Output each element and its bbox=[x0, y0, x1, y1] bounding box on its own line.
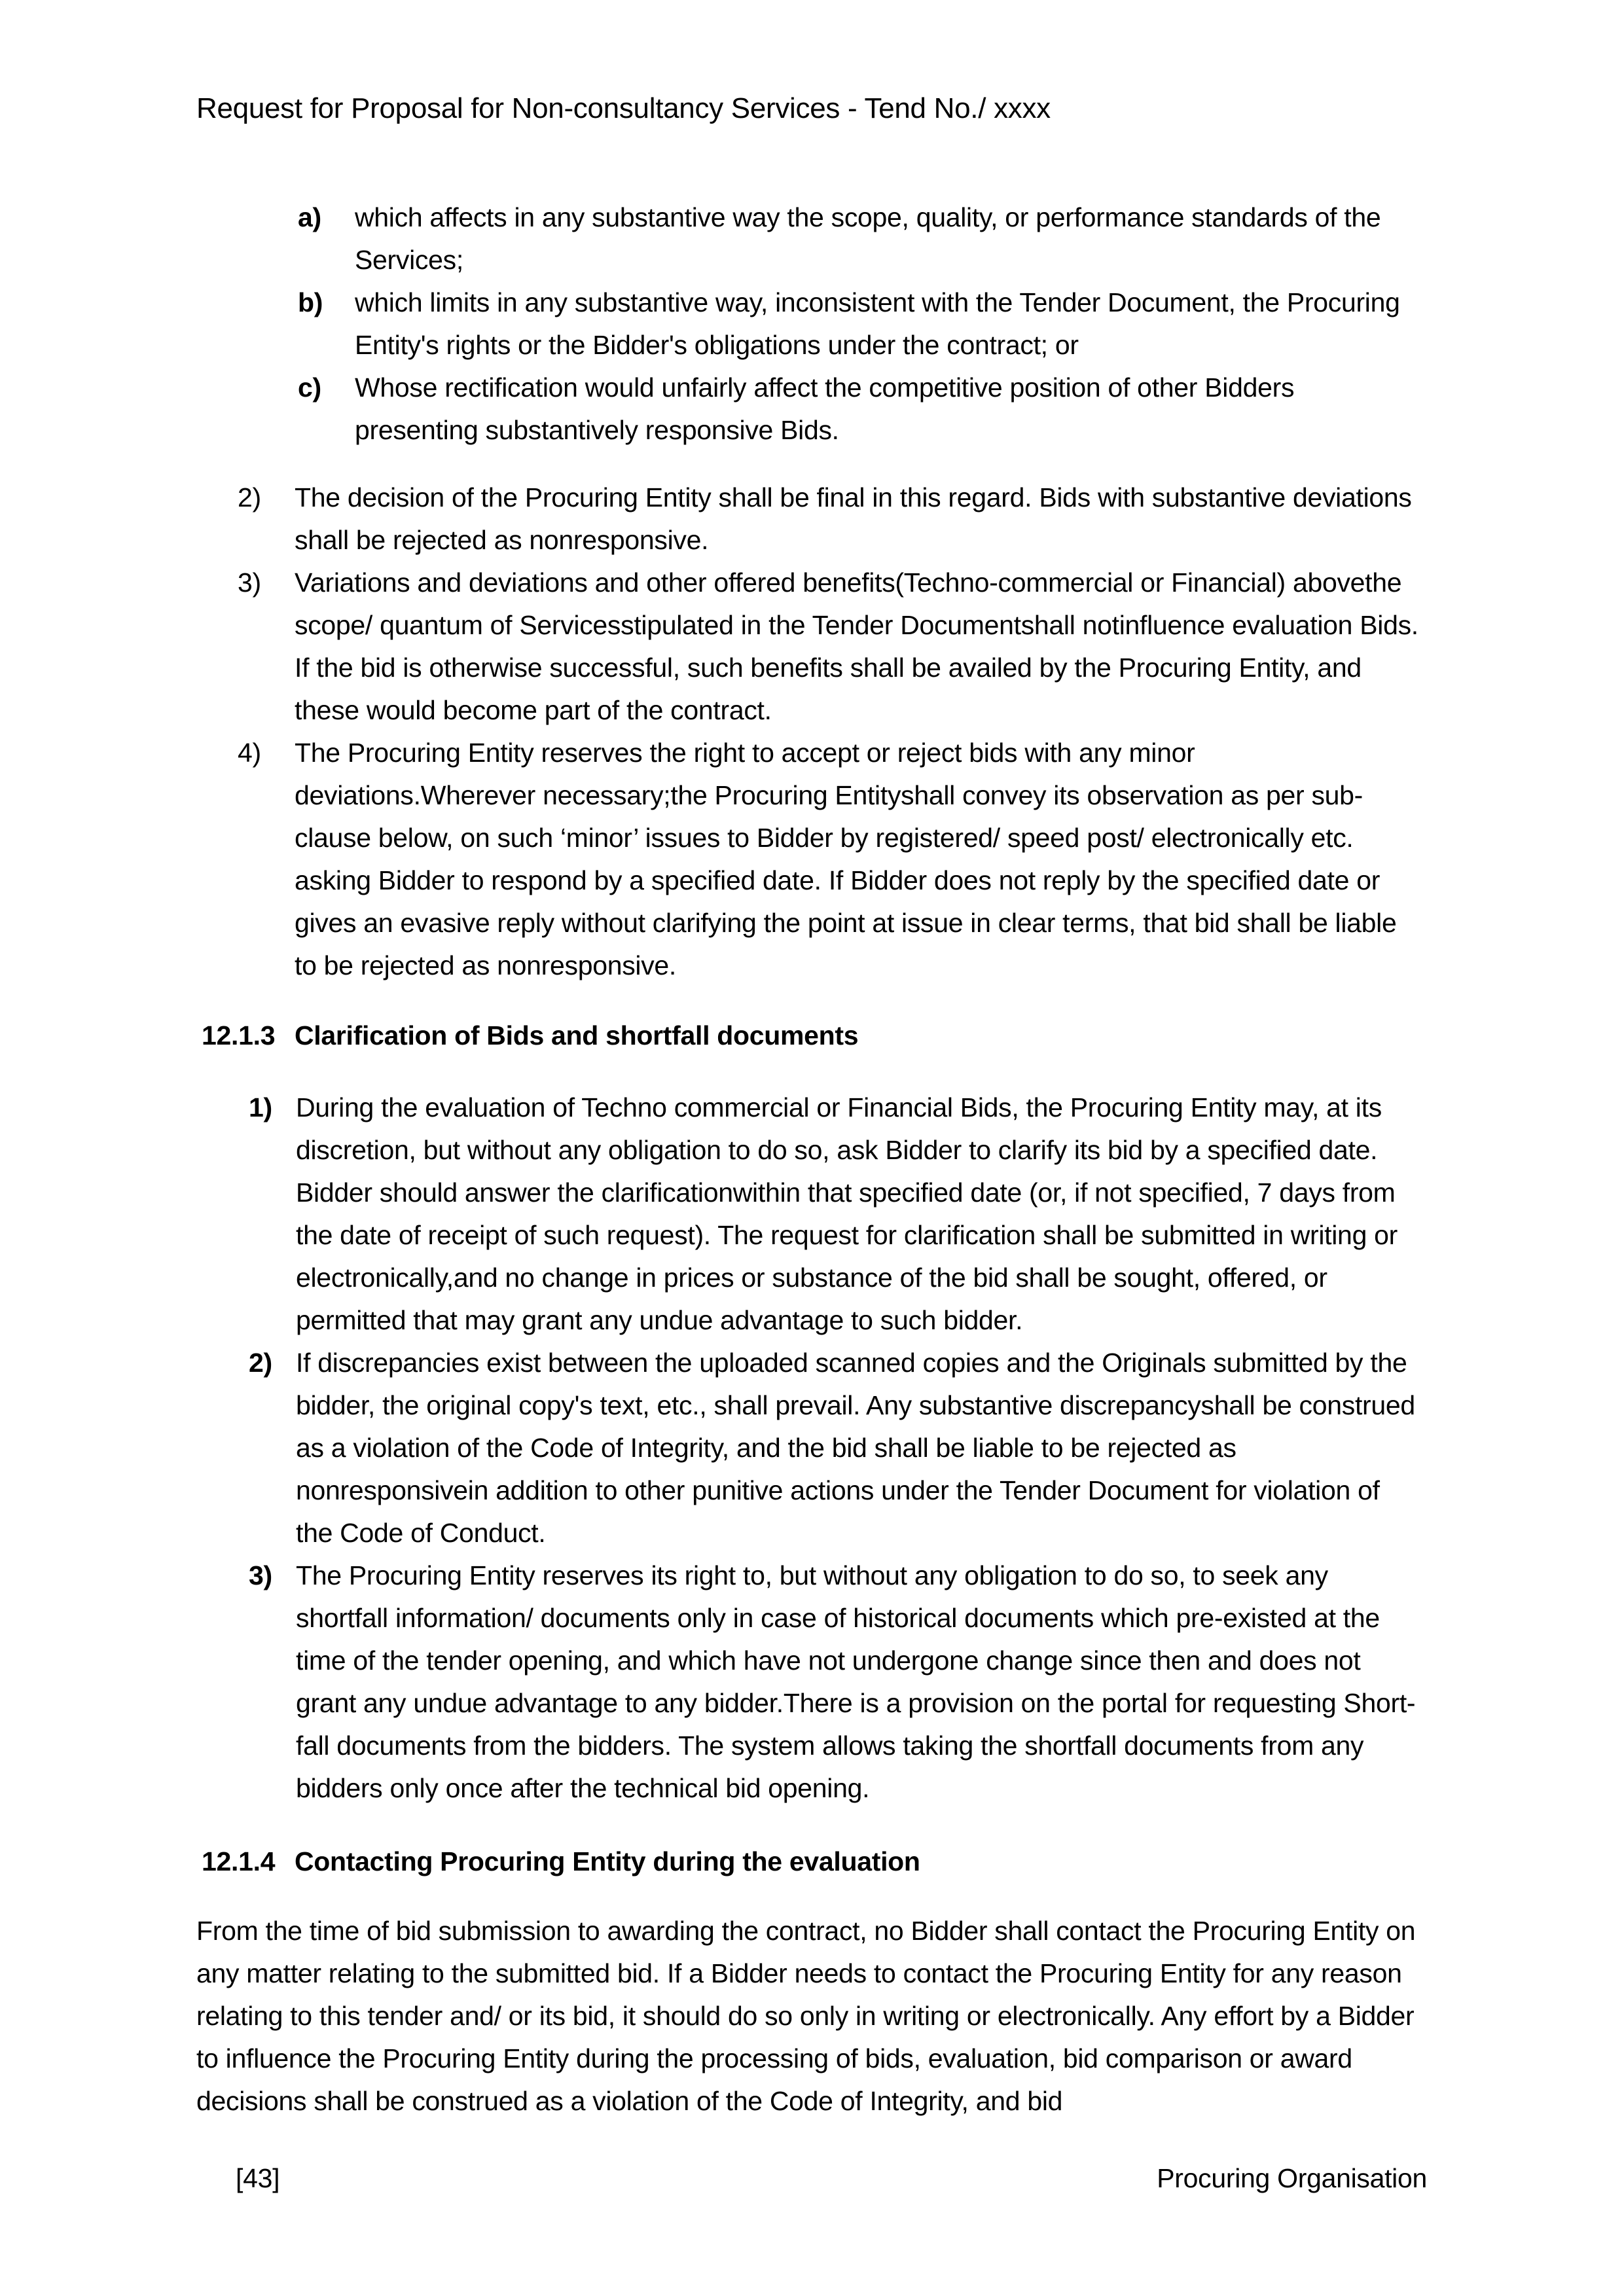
list-item-text: Variations and deviations and other offered benefits(Techno-commercial or Financial) abovethe scope/ quantum of Servicesstipulated in the Tender Documentshall notinfluence evaluation Bids. If the bid is otherwise successful, such benefits shall be availed by the Procuring Entity, and these would become part of the contract. bbox=[295, 567, 1418, 725]
list-item bbox=[249, 1086, 1420, 1342]
list-item-text: The Procuring Entity reserves the right to accept or reject bids with any minor deviations.Wherever necessary;the Procuring Entityshall convey its observation as per sub-clause below, on such ‘minor’ issues to Bidder by registered/ speed post/ electronically etc. asking Bidder to respond by a specified date. If Bidder does not reply by the specified date or gives an evasive reply without clarifying the point at issue in clear terms, that bid shall be liable to be rejected as nonresponsive. bbox=[295, 738, 1397, 980]
list-item bbox=[298, 196, 1420, 281]
list-item-text: The Procuring Entity reserves its right to, but without any obligation to do so, to seek any shortfall information/ documents only in case of historical documents which pre-existed at the time of the tender opening, and which have not undergone change since then and does not grant any undue advantage to any bidder.There is a provision on the portal for requesting Short-fall documents from the bidders. The system allows taking the shortfall documents from any bidders only once after the technical bid opening. bbox=[296, 1560, 1416, 1803]
list-item bbox=[238, 476, 1420, 562]
numbered-list-2-4 bbox=[238, 476, 1420, 987]
list-item bbox=[238, 562, 1420, 732]
list-item bbox=[298, 367, 1420, 452]
list-item-label: 2) bbox=[238, 482, 261, 512]
section-title: Clarification of Bids and shortfall documents bbox=[295, 1020, 859, 1050]
list-item bbox=[249, 1342, 1420, 1554]
page-footer bbox=[236, 2157, 1427, 2200]
section-heading-12-1-3 bbox=[202, 1014, 858, 1057]
section-number: 12.1.4 bbox=[202, 1846, 276, 1876]
section-heading-12-1-4 bbox=[202, 1840, 920, 1883]
list-item-label: 1) bbox=[249, 1092, 272, 1122]
list-item-label: 3) bbox=[238, 567, 261, 598]
list-item-text: Whose rectification would unfairly affect the competitive position of other Bidders presenting substantively responsive Bids. bbox=[355, 372, 1295, 445]
page-header-title: Request for Proposal for Non-consultancy Services - Tend No./ xxxx bbox=[196, 92, 1051, 124]
list-item-label: 4) bbox=[238, 738, 261, 768]
list-item-label: 3) bbox=[249, 1560, 272, 1590]
list-item-text: The decision of the Procuring Entity shall be final in this regard. Bids with substantive deviations shall be rejected as nonresponsive. bbox=[295, 482, 1412, 555]
list-item bbox=[298, 281, 1420, 367]
list-item-text: During the evaluation of Techno commercial or Financial Bids, the Procuring Entity may, at its discretion, but without any obligation to do so, ask Bidder to clarify its bid by a specified date. Bidder should answer the clarificationwithin that specified date (or, if not specified, 7 days from the date of receipt of such request). The request for clarification shall be submitted in writing or electronically,and no change in prices or substance of the bid shall be sought, offered, or permitted that may grant any undue advantage to such bidder. bbox=[296, 1092, 1398, 1335]
list-item-label: 2) bbox=[249, 1348, 272, 1378]
list-item-label: a) bbox=[298, 202, 321, 232]
numbered-list-1-3 bbox=[249, 1086, 1420, 1810]
footer-organisation: Procuring Organisation bbox=[1157, 2163, 1427, 2193]
footer-page-number: [43] bbox=[236, 2163, 280, 2193]
section-paragraph: From the time of bid submission to awarding the contract, no Bidder shall contact the Procuring Entity on any matter relating to the submitted bid. If a Bidder needs to contact the Procuring Entity for any reason relating to this tender and/ or its bid, it should do so only in writing or electronically. Any effort by a Bidder to influence the Procuring Entity during the processing of bids, evaluation, bid comparison or award decisions shall be construed as a violation of the Code of Integrity, and bid bbox=[196, 1916, 1416, 2116]
list-item-text: which affects in any substantive way the scope, quality, or performance standards of the Services; bbox=[355, 202, 1381, 275]
section-number: 12.1.3 bbox=[202, 1020, 276, 1050]
list-item-text: If discrepancies exist between the uploaded scanned copies and the Originals submitted by the bidder, the original copy's text, etc., shall prevail. Any substantive discrepancyshall be construed as a violation of the Code of Integrity, and the bid shall be liable to be rejected as nonresponsivein addition to other punitive actions under the Tender Document for violation of the Code of Conduct. bbox=[296, 1348, 1415, 1548]
list-item-text: which limits in any substantive way, inconsistent with the Tender Document, the Procuring Entity's rights or the Bidder's obligations under the contract; or bbox=[355, 287, 1400, 360]
list-item-label: c) bbox=[298, 372, 321, 403]
list-item bbox=[238, 732, 1420, 987]
list-item bbox=[249, 1554, 1420, 1810]
list-item-label: b) bbox=[298, 287, 323, 317]
sub-list-abc bbox=[298, 196, 1420, 452]
section-title: Contacting Procuring Entity during the evaluation bbox=[295, 1846, 920, 1876]
